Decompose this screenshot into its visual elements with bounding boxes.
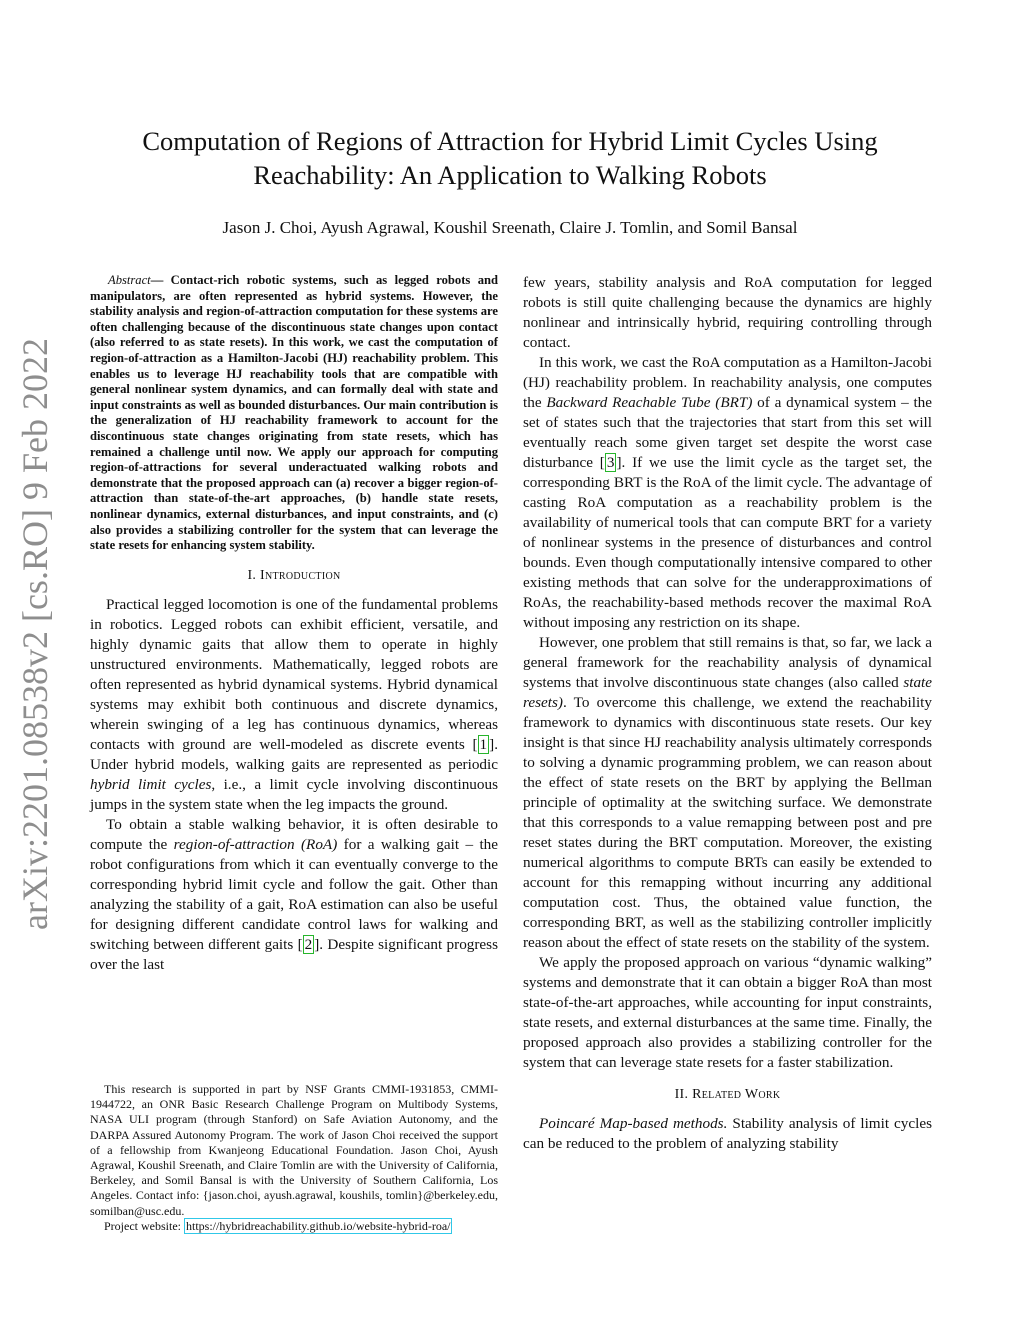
intro-paragraph-2: [90, 815, 498, 975]
footnote-label: Project website:: [104, 1218, 184, 1233]
text-run: However, one problem that still remains is that, so far, we lack a general framework for the reachability analysis of dynamical systems that involve discontinuous state changes (also called: [523, 634, 932, 691]
emphasis: Poincaré Map-based methods.: [539, 1115, 728, 1132]
intro-paragraph-3: few years, stability analysis and RoA computation for legged robots is still quite challenging because the dynamics are highly nonlinear and intrinsically hybrid, requiring controlling through contact.: [523, 274, 932, 351]
text-run: of a dynamical system – the set of states such that the trajectories that start from this set will eventually reach some given target set despite the worst case disturbance [: [523, 394, 932, 471]
abstract-lead: Abstract: [108, 273, 151, 287]
section-introduction-heading: [90, 566, 498, 586]
text-run: ]. Under hybrid models, walking gaits are represented as periodic: [90, 735, 498, 773]
intro-paragraph-6: We apply the proposed approach on various “dynamic walking” systems and demonstrate that it can obtain a bigger RoA than most state-of-the-art approaches, while accounting for input constraints, state resets, and external disturbances at the same time. Finally, the proposed approach also provides a stabilizing controller for the system that can leverage state resets for a faster stabilization.: [523, 954, 932, 1071]
funding-footnote: This research is supported in part by NSF Grants CMMI-1931853, CMMI-1944722, an ONR Basic Research Challenge Program on Multibody Systems, NASA ULI program (through Stanford) on Safe Aviation Autonomy, and the DARPA Assured Autonomy Program. The work of Jason Choi received the support of a fellowship from Kwanjeong Educational Foundation. Jason Choi, Ayush Agrawal, Koushil Sreenath, and Claire Tomlin are with the University of California, Berkeley, and Somil Bansal is with the University of Southern California, Los Angeles. Contact info: {jason.choi, ayush.agrawal, koushils, tomlin}@berkeley.edu, somilban@usc.edu.: [90, 1082, 498, 1218]
paper-authors: Jason J. Choi, Ayush Agrawal, Koushil Sreenath, Claire J. Tomlin, and Somil Bansal: [222, 218, 798, 237]
citation-link[interactable]: 1: [479, 735, 488, 753]
intro-paragraph-4: [523, 353, 932, 633]
text-run: , i.e., a limit cycle involving discontinuous jumps in the system state when the leg impacts the ground.: [90, 775, 498, 813]
footnote: [90, 1082, 498, 1234]
related-paragraph-1: [523, 1114, 932, 1154]
emphasis: state resets): [523, 674, 932, 711]
text-run: . To overcome this challenge, we extend the reachability framework to dynamics with discontinuous state resets. Our key insight is that since HJ reachability analysis ultimately corresponds to solving a dynamic programming problem, we can reason about the effect of state resets on the BRT by applying the Bellman principle of optimality at the switching surface. We demonstrate that this corresponds to a value remapping between post and pre reset states during the BRT computation. Moreover, the existing numerical algorithms to compute BRTs can easily be extended to account for this remapping without incurring any additional computation cost. Thus, the obtained value function, the corresponding BRT, as well as the stabilizing controller implicitly reason about the effect of state resets on the stability of the system.: [523, 694, 932, 951]
left-column: [90, 273, 498, 975]
citation-link[interactable]: 2: [304, 935, 313, 953]
right-column: [523, 273, 932, 1154]
section-title: Introduction: [260, 567, 341, 583]
text-run: To obtain a stable walking behavior, it is often desirable to compute the: [90, 815, 498, 853]
text-run: ]. If we use the limit cycle as the target set, the corresponding BRT is the RoA of the limit cycle. The advantage of casting RoA computation as a reachability problem is the availability of numerical tools that can compute BRT for a variety of nonlinear systems in the presence of disturbances and control bounds. Even though computationally intensive compared to other existing methods that can solve for the underapproximations of RoAs, the reachability-based methods recover the maximal RoA without imposing any restriction on its shape.: [523, 454, 933, 631]
text-run: for a walking gait – the robot configurations from which it can eventually converge to the corresponding hybrid limit cycle and follow the gait. Other than analyzing the stability of a gait, RoA estimation can also be useful for designing different candidate control laws for walking and switching between different gaits [: [90, 835, 498, 953]
text-run: ]. Despite significant progress over the last: [90, 935, 498, 973]
abstract: [90, 273, 498, 554]
section-related-work-heading: [523, 1085, 932, 1105]
section-title: Related Work: [692, 1087, 781, 1102]
section-number: I.: [247, 567, 261, 583]
arxiv-stamp: arXiv:2201.08538v2 [cs.RO] 9 Feb 2022: [15, 338, 55, 930]
project-website-link[interactable]: https://hybridreachability.github.io/website-hybrid-roa/: [185, 1218, 451, 1233]
intro-paragraph-5: [523, 633, 932, 953]
abstract-text: — Contact-rich robotic systems, such as legged robots and manipulators, are often represented as hybrid systems. However, the stability analysis and region-of-attraction computation for these systems are often challenging because of the discontinuous state changes upon contact (also referred to as state resets). In this work, we cast the computation of region-of-attraction as a Hamilton-Jacobi (HJ) reachability problem. This enables us to leverage HJ reachability tools that are compatible with general nonlinear system dynamics, and can formally deal with state and input constraints as well as bounded disturbances. Our main contribution is the generalization of HJ reachability framework to account for the discontinuous state changes originating from state resets, which has remained a challenge until now. We apply our approach for computing region-of-attractions for several underactuated walking robots and demonstrate that the proposed approach can (a) recover a bigger region-of-attraction than state-of-the-art approaches, (b) handle state resets, nonlinear dynamics, external disturbances, and input constraints, and (c) also provides a stabilizing controller for the system that can leverage the state resets for enhancing system stability.: [90, 273, 498, 553]
section-number: II.: [674, 1087, 693, 1102]
citation-link[interactable]: 3: [606, 454, 615, 471]
paper-title: Computation of Regions of Attraction for Hybrid Limit Cycles Using Reachability: An Application to Walking Robots: [142, 126, 878, 190]
project-website-footnote: [90, 1219, 498, 1234]
emphasis: region-of-attraction (RoA): [173, 835, 338, 853]
text-run: In this work, we cast the RoA computation as a Hamilton-Jacobi (HJ) reachability problem. In reachability analysis, one computes the: [523, 354, 932, 411]
text-run: Stability analysis of limit cycles can be reduced to the problem of analyzing stability: [523, 1115, 932, 1152]
text-run: Practical legged locomotion is one of the fundamental problems in robotics. Legged robots can exhibit efficient, versatile, and highly dynamic gaits that allow them to operate in highly unstructured environments. Mathematically, legged robots are often represented as hybrid dynamical systems. Hybrid dynamical systems may exhibit both continuous and discrete dynamics, wherein swinging of a leg has continuous dynamics, whereas contacts with ground are well-modeled as discrete events [: [90, 595, 498, 753]
intro-paragraph-1: [90, 595, 498, 815]
emphasis: Backward Reachable Tube (BRT): [546, 394, 753, 411]
emphasis: hybrid limit cycles: [90, 775, 212, 793]
